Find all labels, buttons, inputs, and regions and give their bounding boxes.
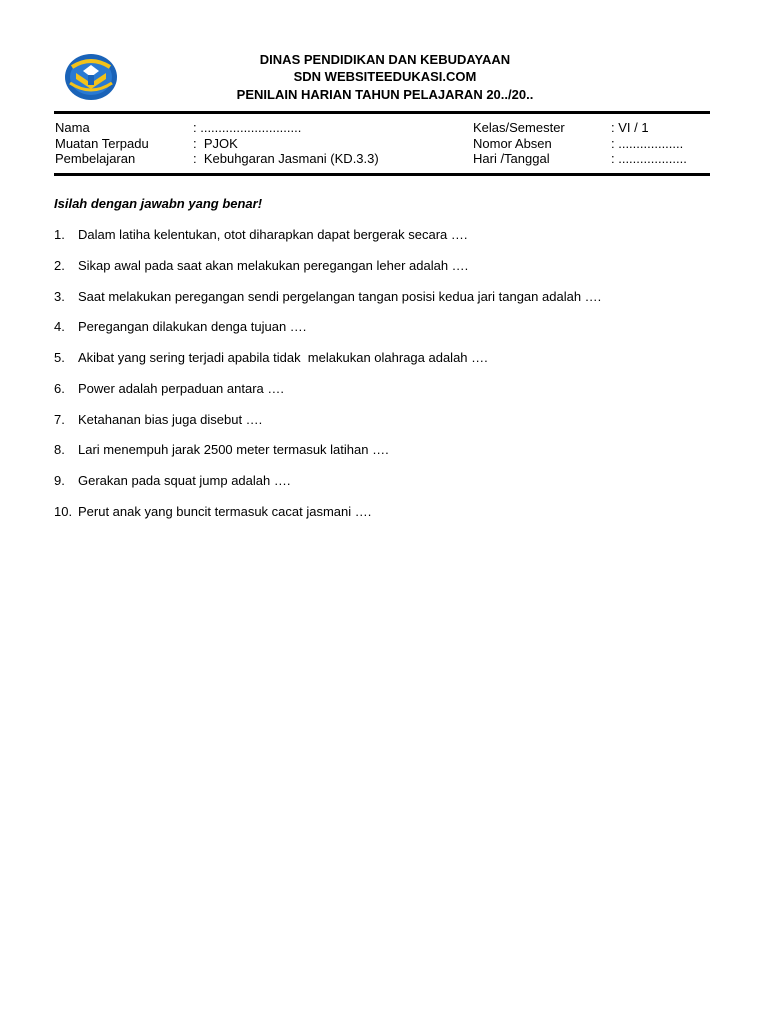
label-nomor-absen: Nomor Absen [473, 135, 552, 151]
question-item [54, 412, 262, 427]
question-text: Gerakan pada squat jump adalah …. [78, 473, 291, 488]
header-divider [54, 111, 710, 114]
question-item [54, 319, 306, 334]
question-number: 1. [54, 227, 65, 242]
question-text: Power adalah perpaduan antara …. [78, 381, 284, 396]
question-text: Akibat yang sering terjadi apabila tidak melakukan olahraga adalah …. [78, 350, 488, 365]
question-number: 10. [54, 504, 73, 519]
question-text: Perut anak yang buncit termasuk cacat jasmani …. [78, 504, 372, 519]
question-text: Dalam latiha kelentukan, otot diharapkan dapat bergerak secara …. [78, 227, 468, 242]
question-number: 7. [54, 412, 65, 427]
question-item [54, 381, 284, 396]
info-right-labels [473, 120, 565, 167]
question-item [54, 442, 389, 457]
info-divider [54, 173, 710, 176]
question-item [54, 227, 468, 242]
question-text: Ketahanan bias juga disebut …. [78, 412, 263, 427]
label-muatan-terpadu: Muatan Terpadu [55, 135, 149, 151]
question-item [54, 504, 371, 519]
question-item [54, 258, 468, 273]
header-school: SDN WEBSITEEDUKASI.COM [293, 69, 477, 84]
question-number: 8. [54, 442, 65, 457]
instruction-text: Isilah dengan jawabn yang benar! [54, 196, 263, 211]
question-item [54, 289, 601, 304]
question-number: 5. [54, 350, 65, 365]
value-kelas-semester: : VI / 1 [611, 120, 649, 135]
tut-wuri-handayani-logo-icon [64, 53, 118, 101]
question-item [54, 350, 488, 365]
question-number: 9. [54, 473, 65, 488]
question-number: 6. [54, 381, 65, 396]
question-number: 2. [54, 258, 65, 273]
header-agency: DINAS PENDIDIKAN DAN KEBUDAYAAN [259, 52, 511, 67]
label-nama: Nama [55, 120, 90, 135]
question-text: Sikap awal pada saat akan melakukan peregangan leher adalah …. [78, 258, 469, 273]
value-pembelajaran: : Kebuhgaran Jasmani (KD.3.3) [193, 151, 379, 166]
header-exam-title: PENILAIN HARIAN TAHUN PELAJARAN 20../20.. [236, 87, 534, 102]
info-left-labels [55, 120, 149, 167]
value-muatan-terpadu: : PJOK [193, 135, 238, 151]
question-number: 3. [54, 289, 65, 304]
label-pembelajaran: Pembelajaran [55, 151, 136, 166]
question-text: Saat melakukan peregangan sendi pergelangan tangan posisi kedua jari tangan adalah …. [78, 289, 602, 304]
value-nama: : ............................ [193, 120, 302, 135]
question-number: 4. [54, 319, 65, 334]
label-hari-tanggal: Hari /Tanggal [473, 151, 550, 166]
value-hari-tanggal: : ................... [611, 151, 687, 166]
question-text: Peregangan dilakukan denga tujuan …. [78, 319, 307, 334]
value-nomor-absen: : .................. [611, 135, 684, 151]
info-left-values [193, 120, 379, 167]
label-kelas-semester: Kelas/Semester [473, 120, 565, 135]
info-right-values [611, 120, 687, 167]
question-text: Lari menempuh jarak 2500 meter termasuk latihan …. [78, 442, 389, 457]
question-item [54, 473, 290, 488]
